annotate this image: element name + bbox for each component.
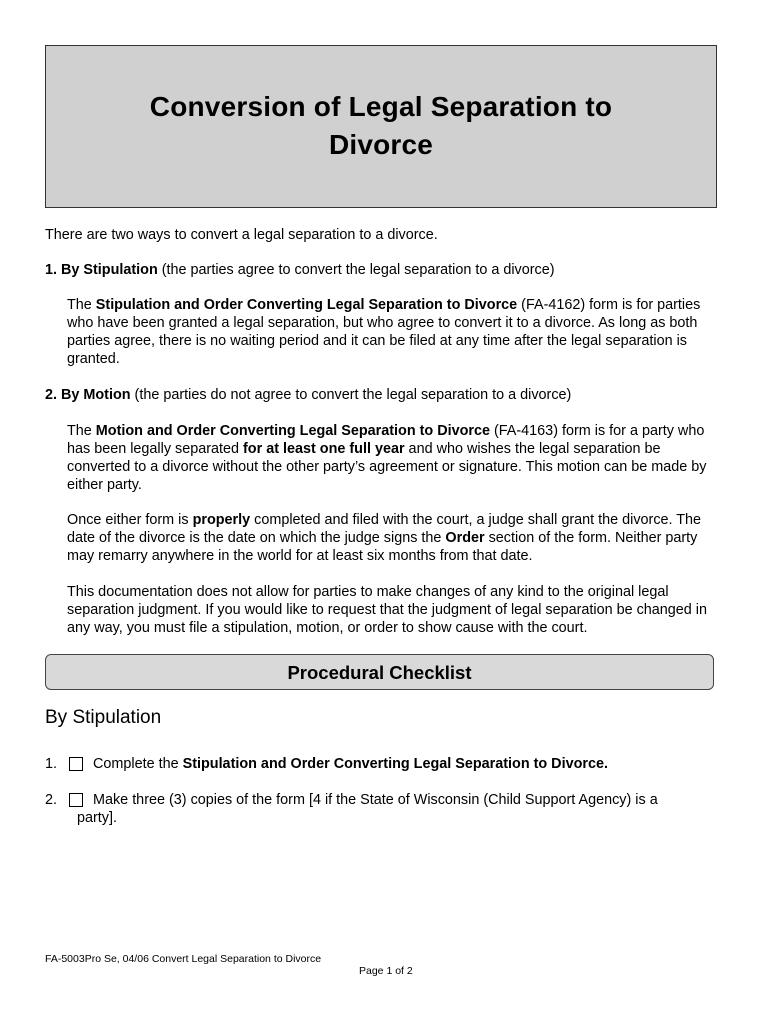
s2p1-form-name: Motion and Order Converting Legal Separation to Divorce (95, 423, 490, 439)
s1p1-form-name: Stipulation and Order Converting Legal Separation to Divorce (95, 297, 518, 313)
checklist-item-2-checkbox[interactable] (69, 793, 83, 807)
section2-paragraph-2 (67, 511, 707, 565)
s2p2-c: completed and filed with the court, a judge shall grant the divorce. The date of the divorce is the date on which the judge signs the (67, 512, 702, 546)
s2p2-e: section of the form. Neither party may remarry anywhere in the world for at least six months from that date. (67, 530, 698, 564)
checklist-item-1-number: 1. (45, 756, 58, 772)
item1-text-a: Complete the (93, 756, 183, 772)
section1-heading-note: (the parties agree to convert the legal separation to a divorce) (157, 262, 555, 278)
s2p1-e: and who wishes the legal separation be converted to a divorce without the other party’s agreement or signature. This motion can be made by either party. (67, 441, 707, 493)
section1-heading-line (45, 261, 555, 279)
s2p2-a: Once either form is (67, 512, 193, 528)
section1-paragraph (67, 296, 707, 368)
footer-form-id: FA-5003Pro Se, 04/06 Convert Legal Separation to Divorce (45, 953, 322, 965)
by-stipulation-subheading: By Stipulation (45, 707, 162, 728)
section2-heading: 2. By Motion (45, 387, 131, 403)
checklist-item-2-number: 2. (45, 792, 58, 808)
procedural-checklist-header: Procedural Checklist (45, 654, 714, 690)
section2-heading-line (45, 386, 571, 404)
section2-paragraph-1 (67, 422, 707, 494)
section2-heading-note: (the parties do not agree to convert the legal separation to a divorce) (130, 387, 572, 403)
s2p1-a: The (67, 423, 96, 439)
checklist-item-1-text (93, 755, 608, 773)
s2p1-duration: for at least one full year (243, 441, 405, 457)
checklist-item-1-checkbox[interactable] (69, 757, 83, 771)
s2p2-properly: properly (192, 512, 251, 528)
checklist-item-2-line2: party]. (77, 810, 117, 826)
s1p1-c: (FA-4162) form is for parties who have been granted a legal separation, but who agree to convert it to a divorce. As long as both parties agree, there is no waiting period and it can be filed at any time after the legal separation is granted. (67, 297, 701, 367)
s2p2-order: Order (445, 530, 485, 546)
s1p1-a: The (67, 297, 96, 313)
s2p1-c: (FA-4163) form is for a party who has been legally separated (67, 423, 705, 457)
checklist-item-2-line1: Make three (3) copies of the form [4 if the State of Wisconsin (Child Support Agency) is a (93, 792, 658, 808)
page-number: Page 1 of 2 (359, 965, 413, 977)
item1-form-name: Stipulation and Order Converting Legal Separation to Divorce. (182, 756, 608, 772)
document-title-line-1: Conversion of Legal Separation to (149, 91, 613, 122)
intro-text: There are two ways to convert a legal separation to a divorce. (45, 227, 438, 243)
title-box (45, 45, 717, 208)
document-title-line-2: Divorce (328, 129, 434, 160)
section1-heading: 1. By Stipulation (45, 262, 158, 278)
section2-paragraph-3: This documentation does not allow for parties to make changes of any kind to the original legal separation judgment. If you would like to request that the judgment of legal separation be changed in any way, you must file a stipulation, motion, or order to show cause with the court. (67, 584, 708, 636)
